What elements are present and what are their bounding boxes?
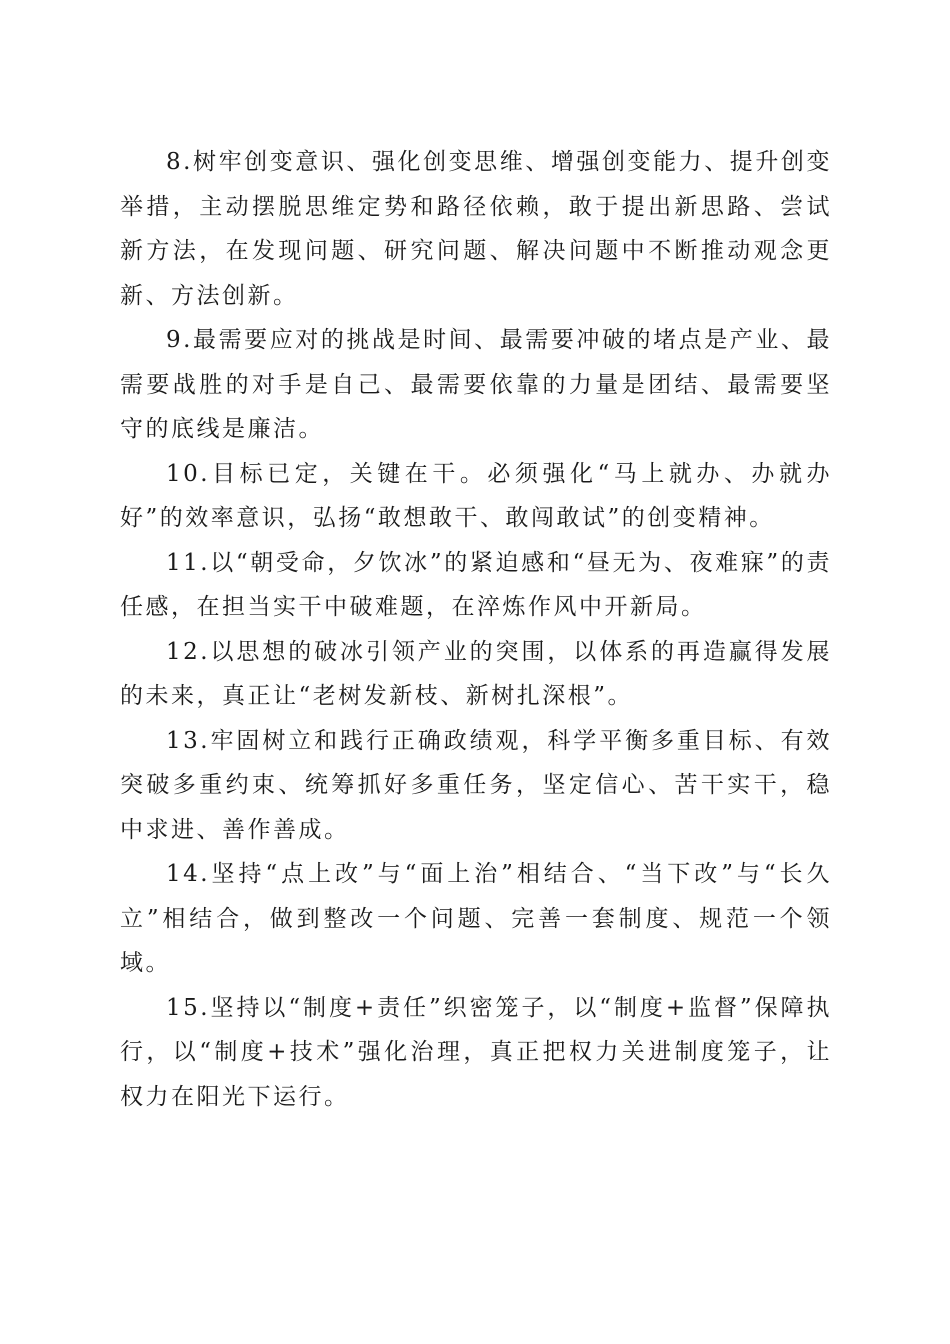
paragraph-15: 15.坚持以“制度+责任”织密笼子，以“制度+监督”保障执行，以“制度+技术”强化治理，真正把权力关进制度笼子，让权力在阳光下运行。 [120, 994, 832, 1110]
paragraph-10: 10.目标已定，关键在干。必须强化“马上就办、办就办好”的效率意识，弘扬“敢想敢干、敢闯敢试”的创变精神。 [120, 460, 832, 531]
paragraph-13: 13.牢固树立和践行正确政绩观，科学平衡多重目标、有效突破多重约束、统筹抓好多重任务，坚定信心、苦干实干，稳中求进、善作善成。 [120, 727, 832, 843]
paragraph-9: 9.最需要应对的挑战是时间、最需要冲破的堵点是产业、最需要战胜的对手是自己、最需要依靠的力量是团结、最需要坚守的底线是廉洁。 [120, 327, 832, 442]
paragraph-14: 14.坚持“点上改”与“面上治”相结合、“当下改”与“长久立”相结合，做到整改一个问题、完善一套制度、规范一个领域。 [120, 861, 832, 976]
paragraph-8: 8.树牢创变意识、强化创变思维、增强创变能力、提升创变举措，主动摆脱思维定势和路径依赖，敢于提出新思路、尝试新方法，在发现问题、研究问题、解决问题中不断推动观念更新、方法创新。 [120, 149, 832, 309]
paragraph-11: 11.以“朝受命，夕饮冰”的紧迫感和“昼无为、夜难寐”的责任感，在担当实干中破难题，在淬炼作风中开新局。 [120, 549, 832, 620]
document-body [120, 140, 832, 1119]
paragraph-12: 12.以思想的破冰引领产业的突围，以体系的再造赢得发展的未来，真正让“老树发新枝、新树扎深根”。 [120, 638, 832, 709]
